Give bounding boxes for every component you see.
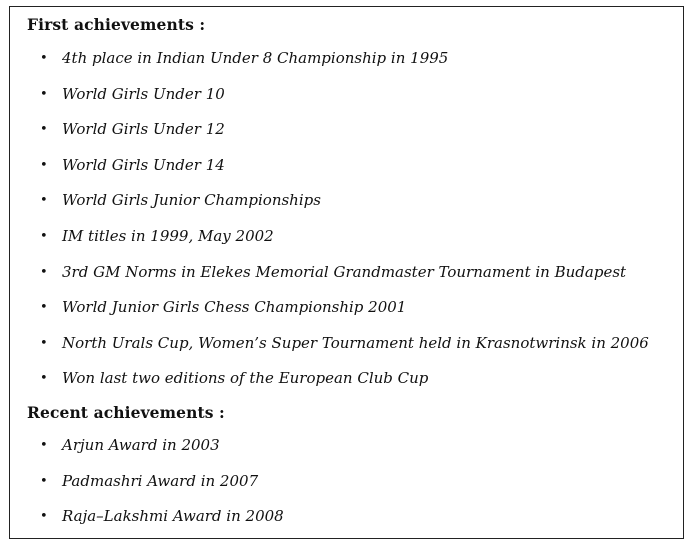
first-achievements-heading: First achievements : bbox=[27, 15, 206, 34]
list-item: • Arjun Award in 2003 bbox=[40, 436, 220, 454]
bullet-icon: • bbox=[40, 86, 48, 102]
achievements-box bbox=[9, 6, 684, 539]
bullet-icon: • bbox=[40, 438, 48, 453]
list-item: • World Girls Under 10 bbox=[40, 84, 225, 103]
recent-achievements-heading: Recent achievements : bbox=[27, 403, 225, 422]
list-item: • 4th place in Indian Under 8 Championship in 1995 bbox=[40, 49, 449, 67]
bullet-icon: • bbox=[40, 371, 48, 387]
list-item: • Raja–Lakshmi Award in 2008 bbox=[40, 507, 284, 526]
bullet-icon: • bbox=[40, 473, 48, 489]
list-item: • World Girls Under 12 bbox=[40, 120, 225, 139]
list-item: • 3rd GM Norms in Elekes Memorial Grandmaster Tournament in Budapest bbox=[40, 262, 627, 281]
bullet-icon: • bbox=[40, 193, 48, 209]
recent-achievements-list bbox=[10, 432, 683, 539]
list-item: • Padmashri Award in 2007 bbox=[40, 471, 259, 490]
bullet-icon: • bbox=[40, 122, 48, 138]
bullet-icon: • bbox=[40, 228, 48, 244]
list-item: • IM titles in 1999, May 2002 bbox=[40, 226, 274, 245]
bullet-icon: • bbox=[40, 51, 48, 66]
list-item: • North Urals Cup, Women’s Super Tournament held in Krasnotwrinsk in 2006 bbox=[40, 333, 649, 352]
list-item: • World Girls Junior Championships bbox=[40, 191, 321, 210]
bullet-icon: • bbox=[40, 509, 48, 525]
list-item: • World Girls Under 14 bbox=[40, 155, 225, 174]
bullet-icon: • bbox=[40, 300, 48, 316]
list-item: • World Junior Girls Chess Championship 2001 bbox=[40, 298, 407, 317]
first-achievements-list bbox=[10, 45, 683, 401]
list-item: • Won last two editions of the European Club Cup bbox=[40, 369, 429, 388]
bullet-icon: • bbox=[40, 335, 48, 351]
bullet-icon: • bbox=[40, 157, 48, 173]
bullet-icon: • bbox=[40, 264, 48, 280]
